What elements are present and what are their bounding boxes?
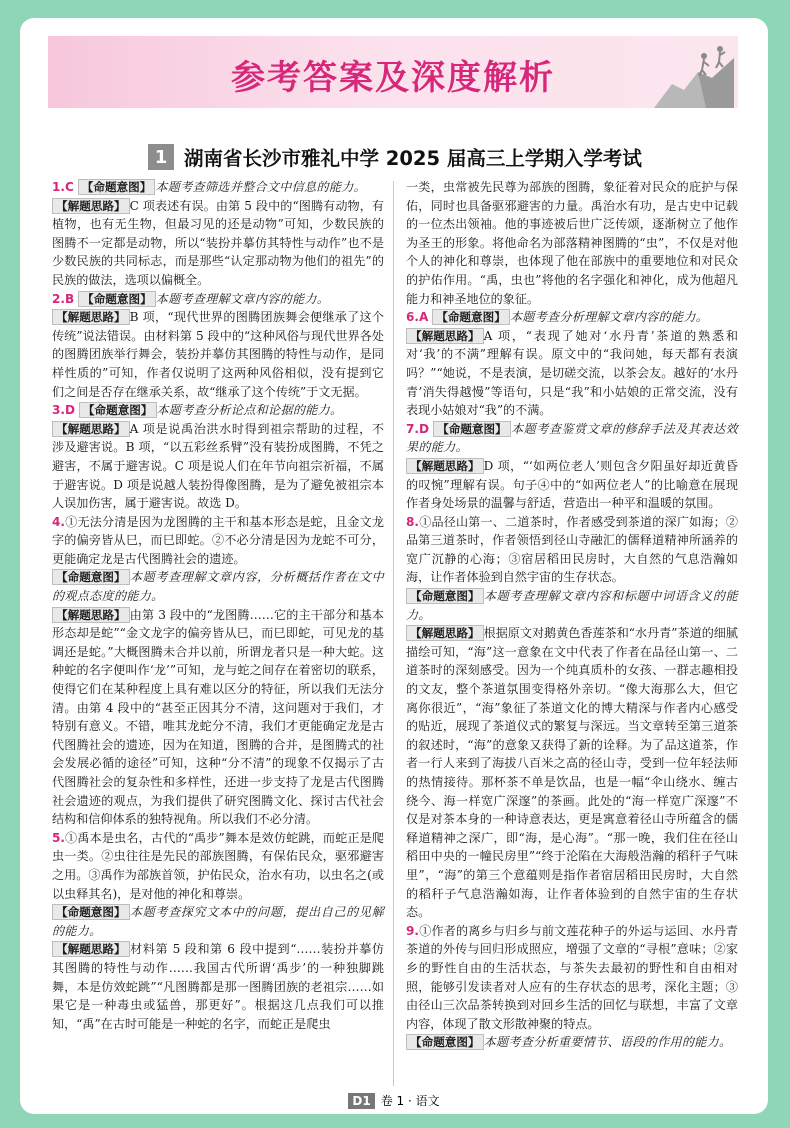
intent-text: 本题考查分析论点和论据的能力。 bbox=[156, 403, 343, 418]
section-label: 【解题思路】 bbox=[52, 309, 130, 325]
question-number: 6.A bbox=[406, 310, 429, 325]
page-code: D1 bbox=[348, 1093, 374, 1109]
answer-text: ①品径山第一、二道茶时，作者感受到茶道的深广如海；②品第三道茶时，作者领悟到径山寺融汇的儒释道精神所涵养的宽广沉静的心海；③宿居稻田民房时，大自然的气息浩瀚如海，让作者体验到自然宇宙的生存状态。 bbox=[406, 514, 738, 585]
intent-text: 本题考查理解文章内容和标题中词语含义的能力。 bbox=[406, 589, 738, 622]
section-label: 【解题思路】 bbox=[52, 421, 130, 437]
answer-paragraph bbox=[406, 922, 738, 1034]
answer-text: 材料第 5 段和第 6 段中提到“……装扮并摹仿其图腾的特性与动作……我国古代所谓‘禹步’的一种独脚跳舞，本是仿效蛇跳”“凡图腾都是那一图腾团族的老祖宗……如果它是一种毒虫或猛兽，那更好”。根据这几点我们可以推知，“禹”在古时可能是一种蛇的名字，而蛇正是爬虫 bbox=[52, 942, 384, 1031]
section-label: 【命题意图】 bbox=[432, 309, 510, 325]
answer-text: C 项表述有误。由第 5 段中的“图腾有动物，有植物，也有无生物，但最习见的还是动物”可知，少数民族的图腾不一定都是动物，所以“装扮并摹仿其特性与动作”也不是少数民族的共同标志，而是那些“认定那动物为他们的祖先”的民族的做法，选项以偏概全。 bbox=[52, 198, 384, 287]
intent-text: 本题考查探究文本中的问题，提出自己的见解的能力。 bbox=[52, 905, 384, 938]
answer-text: A 项，“表现了她对‘水丹青’茶道的熟悉和对‘我’的不满”理解有误。原文中的“我问她，每天都有表演吗？”“她说，不是表演，是切磋交流，以茶会友。越好的‘水丹青’消失得越慢”等语句，只是“我”和小姑娘的正常交流，没有表现小姑娘对“我”的不满。 bbox=[406, 328, 738, 418]
section-label: 【命题意图】 bbox=[78, 291, 156, 307]
answer-paragraph bbox=[406, 420, 738, 457]
answer-page bbox=[20, 18, 768, 1114]
page-footer bbox=[20, 1092, 768, 1109]
question-number: 9. bbox=[406, 923, 420, 938]
question-number: 5. bbox=[52, 830, 66, 845]
section-label: 【命题意图】 bbox=[433, 421, 511, 437]
answer-paragraph bbox=[52, 178, 384, 197]
answer-paragraph bbox=[52, 401, 384, 420]
title-banner bbox=[48, 36, 738, 108]
column-divider bbox=[393, 181, 394, 1086]
intent-text: 本题考查筛选并整合文中信息的能力。 bbox=[155, 180, 367, 194]
answer-text: D 项，“‘如两位老人’则包含夕阳虽好却近黄昏的叹惋”理解有误。句子④中的“如两位老人”的比喻意在展现作者身处场景的温馨与舒适，营造出一种平和温暖的氛围。 bbox=[406, 458, 738, 511]
answer-paragraph bbox=[52, 197, 384, 290]
section-label: 【命题意图】 bbox=[406, 1034, 484, 1050]
section-label: 【解题思路】 bbox=[52, 607, 130, 623]
section-label: 【解题思路】 bbox=[406, 625, 484, 641]
right-column bbox=[406, 178, 738, 1052]
exam-title: 湖南省长沙市雅礼中学 2025 届高三上学期入学考试 bbox=[184, 147, 642, 170]
answer-paragraph bbox=[52, 606, 384, 829]
question-number: 3.D bbox=[52, 403, 76, 418]
left-column bbox=[52, 178, 384, 1033]
intent-text: 本题考查理解文章内容的能力。 bbox=[155, 291, 330, 306]
section-label: 【命题意图】 bbox=[406, 588, 484, 604]
answer-text: ①无法分清是因为龙图腾的主干和基本形态是蛇，且金文龙字的偏旁皆从巳，而巳即蛇。②不必分清是因为龙蛇不可分，更能确定龙是古代图腾社会的遗迹。 bbox=[52, 514, 384, 566]
answer-paragraph bbox=[406, 624, 738, 922]
section-label: 【命题意图】 bbox=[52, 904, 130, 920]
section-label: 【解题思路】 bbox=[52, 198, 130, 214]
answer-paragraph bbox=[52, 940, 384, 1033]
answer-text: B 项，“现代世界的图腾团族舞会便继承了这个传统”说法错误。由材料第 5 段中的“这种风俗与现代世界各处的图腾团族举行舞会，装扮并摹仿其图腾的特性与动作，是同样性质的”可知，作者仅说明了这两种风俗相似，没有提到它们之间是否存在继承关系，故“继承了这个传统”于文无据。 bbox=[52, 310, 384, 399]
answer-text: 由第 3 段中的“龙图腾……它的主干部分和基本形态却是蛇”“金文龙字的偏旁皆从巳，而巳即蛇，可见龙的基调还是蛇。”大概图腾未合并以前，所谓龙者只是一种大蛇。这种蛇的名字便叫作‘龙’”可知，龙与蛇之间存在着密切的联系，使得它们在某种程度上具有难以区分的特征，所以我们无法分清。由第 4 段中的“甚至正因其分不清，这问题对于我们，才特别有意义。不错，唯其龙蛇分不清，我们才更能确定龙是古代图腾社会的遗迹，因为在知道，图腾的合并，是图腾式的社会发展必循的途径”可知，这种“分不清”的现象不仅揭示了古代图腾社会的复杂性和多样性，还进一步支持了龙是古代图腾社会遗迹的观点，为我们提供了研究图腾文化、探讨古代社会结构和信仰体系的独特视角。所以我们不必分清。 bbox=[52, 607, 384, 827]
section-label: 【命题意图】 bbox=[79, 402, 157, 418]
intent-text: 本题考查分析理解文章内容的能力。 bbox=[509, 310, 709, 325]
answer-text: 根据原文对鹅黄色香莲茶和“水丹青”茶道的细腻描绘可知，“海”这一意象在文中代表了作者在品径山第一、二道茶时的深刻感受。因为一个纯真质朴的女孩、一群志趣相投的文友，整个茶道氛围变得格外亲切。“像大海那么大，但它离你很近”，“海”象征了茶道文化的博大精深与作者内心感受的贴近，展现了茶道仪式的繁复与深远。当文章转至第三道茶的叙述时，“海”的意象又获得了新的诠释。为了品这道茶，作者一行人来到了海拔八百米之高的径山寺，受到一位年轻法师的热情接待。那杯茶不单是饮品，也是一幅“伞山绕水、缠古绕今、海一样宽广深邃”的茶画。此处的“海一样宽广深邃”不仅是对茶本身的一种诗意表达，更是寓意着径山寺所蕴含的儒释道精神之深广，即“海，是心海”。“那一晚，我们住在径山稻田中央的一幢民房里”“终于沦陷在大海般浩瀚的稻秆子气味里”，“海”的第三个意蕴则是指作者宿居稻田民房时，大自然的稻秆子气息浩瀚如海，让作者体验到的自然宇宙的生存状态。 bbox=[406, 626, 738, 920]
mountain-climbers-icon bbox=[654, 44, 734, 108]
answer-paragraph bbox=[52, 420, 384, 513]
answer-paragraph bbox=[406, 178, 738, 308]
section-label: 【解题思路】 bbox=[52, 941, 130, 957]
answer-paragraph bbox=[52, 308, 384, 401]
answer-paragraph bbox=[406, 587, 738, 624]
answer-paragraph bbox=[52, 290, 384, 309]
question-number: 4. bbox=[52, 514, 66, 529]
question-number: 7.D bbox=[406, 421, 430, 436]
intent-text: 本题考查理解文章内容，分析概括作者在文中的观点态度的能力。 bbox=[52, 570, 384, 604]
footer-text: 卷 1 · 语文 bbox=[380, 1094, 440, 1108]
answer-paragraph bbox=[406, 513, 738, 587]
answer-text: ①禹本是虫名，古代的“禹步”舞本是效仿蛇跳，而蛇正是爬虫一类。②虫往往是先民的部族图腾，有保佑民众，驱邪避害之用。③禹作为部族首领，护佑民众，治水有功，以虫名之(或以虫释其名)，是对他的神化和尊崇。 bbox=[52, 830, 384, 901]
answer-paragraph bbox=[406, 1033, 738, 1052]
section-label: 【命题意图】 bbox=[78, 179, 156, 195]
section-label: 【命题意图】 bbox=[52, 569, 130, 585]
section-label: 【解题思路】 bbox=[406, 328, 484, 344]
banner-title: 参考答案及深度解析 bbox=[231, 58, 555, 98]
question-number: 2.B bbox=[52, 291, 75, 306]
answer-paragraph bbox=[52, 903, 384, 940]
question-number: 1.C bbox=[52, 180, 74, 194]
answer-text: ①作者的离乡与归乡与前文莲花种子的外运与运回、水丹青茶道的外传与回归形成照应，增强了文章的“寻根”意味；②家乡的野性自由的生活状态，与茶失去最初的野性和自由相对照，能够引发读者对人应有的生存状态的思考，深化主题；③由径山三次品茶转换到对回乡生活的回忆与联想，丰富了文章内容，体现了散文形散神聚的特点。 bbox=[406, 923, 738, 1031]
exam-heading bbox=[148, 142, 642, 172]
section-label: 【解题思路】 bbox=[406, 458, 484, 474]
answer-paragraph bbox=[52, 568, 384, 605]
answer-text: A 项是说禹治洪水时得到祖宗帮助的过程，不涉及避害说。B 项，“以五彩丝系臂”没有装扮成图腾，不凭之避害，不属于避害说。C 项是说人们在年节向祖宗祈福，不属于避害说。D 项是说越人装扮得像图腾，是为了避免被祖宗本人误加伤害，属于避害说。故选 D。 bbox=[52, 421, 384, 511]
intent-text: 本题考查分析重要情节、语段的作用的能力。 bbox=[483, 1035, 732, 1050]
answer-paragraph bbox=[406, 457, 738, 513]
intent-text: 本题考查鉴赏文章的修辞手法及其表达效果的能力。 bbox=[406, 421, 738, 455]
answer-paragraph bbox=[52, 513, 384, 569]
answer-text: 一类，虫常被先民尊为部族的图腾，象征着对民众的庇护与保佑，同时也具备驱邪避害的力量。禹治水有功，是古史中记载的一位杰出领袖。他的事迹被后世广泛传颂，逐渐树立了他作为圣王的形象。将他命名为部落精神图腾的“虫”，不仅是对他个人的神化和尊崇，也体现了他在部族中的重要地位和对民众的护佑作用。“禹，虫也”将他的名字强化和神化，成为他超凡能力和神圣地位的象征。 bbox=[406, 180, 738, 306]
answer-paragraph bbox=[406, 327, 738, 420]
answer-paragraph bbox=[406, 308, 738, 327]
question-number: 8. bbox=[406, 514, 420, 529]
exam-number: 1 bbox=[148, 144, 174, 170]
answer-paragraph bbox=[52, 829, 384, 903]
